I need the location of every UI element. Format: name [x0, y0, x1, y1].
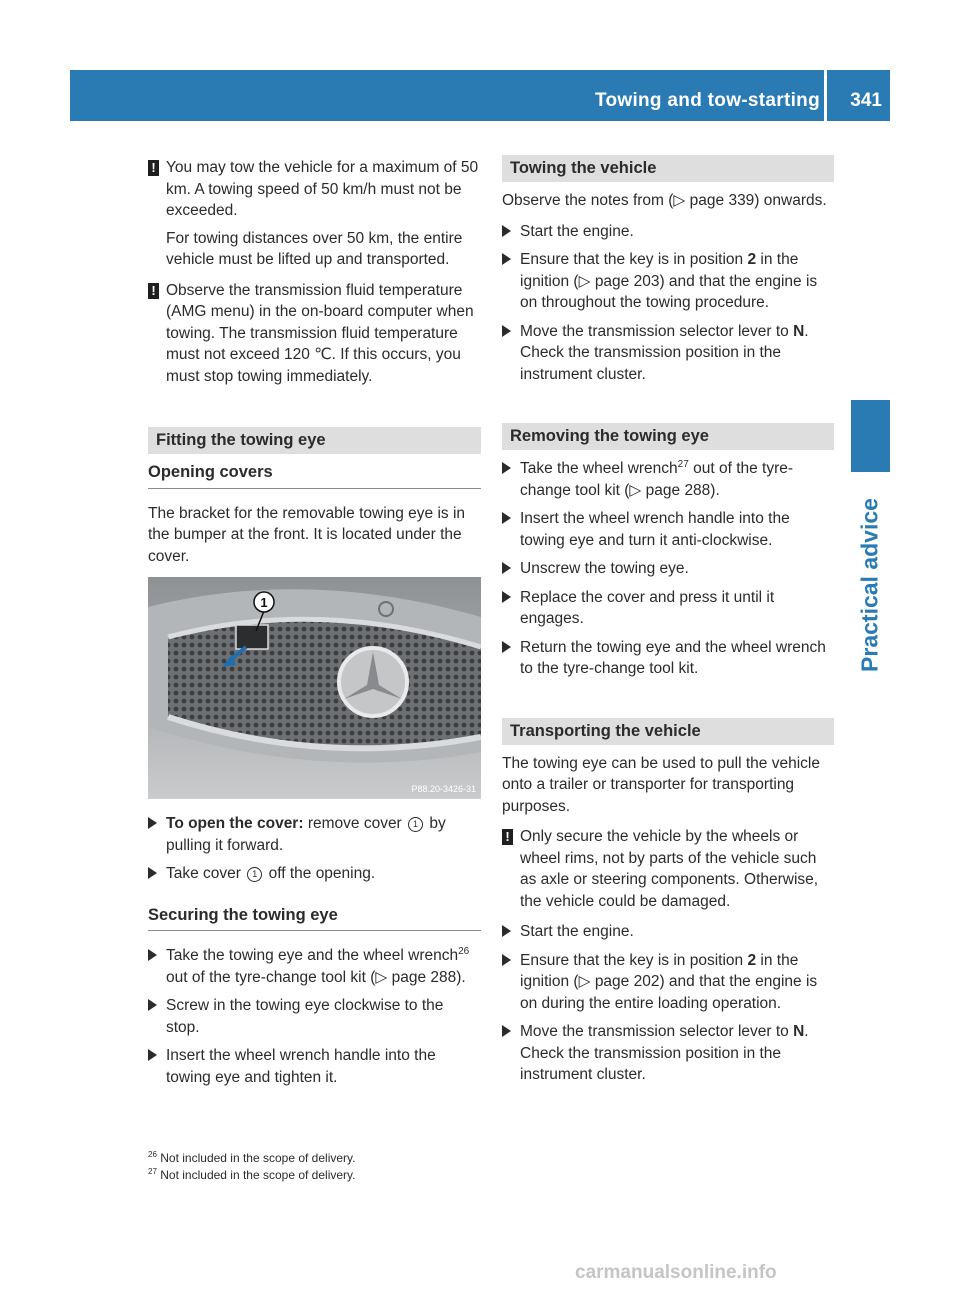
step-arrow-icon: [502, 253, 511, 265]
left-column: [148, 157, 481, 1095]
step-arrow-icon: [502, 641, 511, 653]
instruction-step: Take cover 1 off the opening.: [148, 863, 481, 885]
body-text: The bracket for the removable towing eye is in the bumper at the front. It is located under the cover.: [148, 504, 466, 565]
footnotes: [148, 1150, 548, 1184]
section-title: Fitting the towing eye: [148, 427, 481, 454]
warning-text: Observe the transmission fluid temperature (AMG menu) in the on-board computer when towing. The transmission fluid temperature must not exceed 120 ℃. If this occurs, you must stop towing immediately.: [166, 281, 474, 385]
step-arrow-icon: [502, 512, 511, 524]
instruction-step: Insert the wheel wrench handle into the towing eye and tighten it.: [148, 1045, 481, 1088]
step-arrow-icon: [502, 325, 511, 337]
subsection-heading: Securing the towing eye: [148, 905, 481, 932]
step-arrow-icon: [148, 949, 157, 961]
step-arrow-icon: [502, 591, 511, 603]
warning-icon: !: [148, 283, 159, 299]
step-arrow-icon: [148, 999, 157, 1011]
step-arrow-icon: [502, 225, 511, 237]
step-arrow-icon: [502, 562, 511, 574]
image-ref-code: P88.20-3426-31: [411, 784, 476, 794]
instruction-step: Take the towing eye and the wheel wrench$^{26}$ out of the tyre-change tool kit (▷ page 288).: [148, 945, 481, 988]
side-tab-block: [851, 400, 890, 472]
page-header: [70, 70, 890, 121]
instruction-step: Insert the wheel wrench handle into the towing eye and turn it anti-clockwise.: [502, 508, 834, 551]
subsection-heading: Opening covers: [148, 462, 481, 489]
section-title: Towing the vehicle: [502, 155, 834, 182]
instruction-step: Move the transmission selector lever to N. Check the transmission position in the instrument cluster.: [502, 1021, 834, 1086]
warning-note: [502, 826, 834, 912]
step-arrow-icon: [148, 1049, 157, 1061]
instruction-step: Move the transmission selector lever to N. Check the transmission position in the instrument cluster.: [502, 321, 834, 386]
warning-text: You may tow the vehicle for a maximum of 50 km. A towing speed of 50 km/h must not be exceeded.: [166, 159, 479, 219]
warning-icon: !: [502, 829, 513, 845]
step-arrow-icon: [148, 817, 157, 829]
footnote: $^{27}$ Not included in the scope of delivery.: [148, 1167, 356, 1182]
warning-icon: !: [148, 160, 159, 176]
instruction-step: Return the towing eye and the wheel wrench to the tyre-change tool kit.: [502, 637, 834, 680]
instruction-step: Start the engine.: [502, 921, 834, 943]
body-text: Observe the notes from (▷ page 339) onwards.: [502, 192, 827, 209]
step-arrow-icon: [502, 462, 511, 474]
header-title: Towing and tow-starting: [594, 90, 820, 111]
instruction-step: Screw in the towing eye clockwise to the stop.: [148, 995, 481, 1038]
step-arrow-icon: [148, 867, 157, 879]
callout-1-icon: 1: [408, 817, 423, 832]
warning-text: Only secure the vehicle by the wheels or wheel rims, not by parts of the vehicle such as axle or steering components. Otherwise, the vehicle could be damaged.: [520, 828, 819, 910]
callout-1-icon: 1: [247, 867, 262, 882]
header-separator: [824, 70, 827, 121]
section-title: Transporting the vehicle: [502, 718, 834, 745]
step-arrow-icon: [502, 1025, 511, 1037]
warning-text: For towing distances over 50 km, the entire vehicle must be lifted up and transported.: [166, 229, 463, 268]
footnote: $^{26}$ Not included in the scope of delivery.: [148, 1150, 356, 1165]
watermark: carmanualsonline.info: [575, 1262, 777, 1283]
car-grille-illustration: [148, 577, 481, 799]
instruction-step: Take the wheel wrench$^{27}$ out of the tyre-change tool kit (▷ page 288).: [502, 458, 834, 501]
instruction-step: Start the engine.: [502, 221, 834, 243]
right-column: [502, 155, 834, 1093]
instruction-step: Ensure that the key is in position 2 in the ignition (▷ page 202) and that the engine is on during the entire loading operation.: [502, 950, 834, 1015]
step-arrow-icon: [502, 925, 511, 937]
warning-note: [148, 157, 481, 271]
page-number: 341: [850, 90, 882, 111]
instruction-step: Ensure that the key is in position 2 in the ignition (▷ page 203) and that the engine is on throughout the towing procedure.: [502, 249, 834, 314]
body-text: The towing eye can be used to pull the vehicle onto a trailer or transporter for transporting purposes.: [502, 754, 820, 815]
step-arrow-icon: [502, 954, 511, 966]
callout-number: 1: [260, 595, 268, 610]
instruction-step: Unscrew the towing eye.: [502, 558, 834, 580]
instruction-step: To open the cover: remove cover 1 by pulling it forward.: [148, 813, 481, 856]
warning-note: [148, 280, 481, 388]
section-title: Removing the towing eye: [502, 423, 834, 450]
instruction-step: Replace the cover and press it until it engages.: [502, 587, 834, 630]
side-tab-label: Practical advice: [856, 498, 883, 672]
